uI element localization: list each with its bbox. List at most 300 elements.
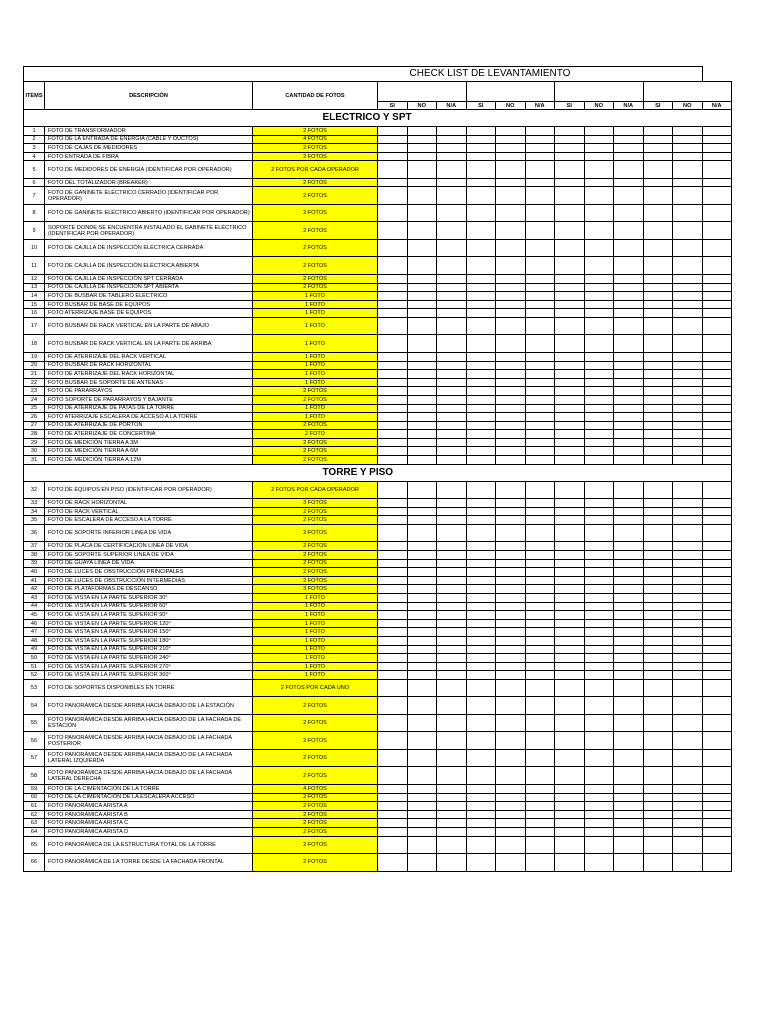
check-na-cell[interactable] xyxy=(702,654,732,663)
check-na-cell[interactable] xyxy=(614,810,644,819)
check-no-cell[interactable] xyxy=(673,239,703,257)
check-no-cell[interactable] xyxy=(584,438,614,447)
check-no-cell[interactable] xyxy=(407,619,437,628)
check-no-cell[interactable] xyxy=(673,430,703,439)
check-no-cell[interactable] xyxy=(496,438,526,447)
check-si-cell[interactable] xyxy=(643,810,673,819)
check-no-cell[interactable] xyxy=(673,854,703,872)
check-si-cell[interactable] xyxy=(555,819,585,828)
check-si-cell[interactable] xyxy=(555,611,585,620)
check-no-cell[interactable] xyxy=(673,187,703,205)
check-na-cell[interactable] xyxy=(702,274,732,283)
check-na-cell[interactable] xyxy=(702,499,732,508)
check-na-cell[interactable] xyxy=(525,335,555,353)
check-si-cell[interactable] xyxy=(378,654,408,663)
check-si-cell[interactable] xyxy=(555,456,585,465)
check-na-cell[interactable] xyxy=(525,654,555,663)
check-no-cell[interactable] xyxy=(673,283,703,292)
check-no-cell[interactable] xyxy=(673,602,703,611)
check-si-cell[interactable] xyxy=(466,378,496,387)
check-si-cell[interactable] xyxy=(643,335,673,353)
check-no-cell[interactable] xyxy=(673,619,703,628)
check-no-cell[interactable] xyxy=(584,654,614,663)
check-si-cell[interactable] xyxy=(643,671,673,680)
check-na-cell[interactable] xyxy=(525,767,555,785)
check-si-cell[interactable] xyxy=(555,222,585,240)
check-na-cell[interactable] xyxy=(525,854,555,872)
check-na-cell[interactable] xyxy=(702,714,732,732)
check-si-cell[interactable] xyxy=(378,559,408,568)
check-na-cell[interactable] xyxy=(437,292,467,301)
check-no-cell[interactable] xyxy=(496,679,526,697)
check-na-cell[interactable] xyxy=(525,309,555,318)
check-si-cell[interactable] xyxy=(378,827,408,836)
check-na-cell[interactable] xyxy=(702,551,732,560)
check-na-cell[interactable] xyxy=(614,551,644,560)
check-si-cell[interactable] xyxy=(555,239,585,257)
check-no-cell[interactable] xyxy=(584,516,614,525)
check-no-cell[interactable] xyxy=(407,714,437,732)
check-na-cell[interactable] xyxy=(702,361,732,370)
check-si-cell[interactable] xyxy=(555,628,585,637)
check-si-cell[interactable] xyxy=(466,283,496,292)
check-no-cell[interactable] xyxy=(407,161,437,179)
check-no-cell[interactable] xyxy=(584,152,614,161)
check-si-cell[interactable] xyxy=(378,810,408,819)
check-no-cell[interactable] xyxy=(407,679,437,697)
check-na-cell[interactable] xyxy=(525,292,555,301)
check-no-cell[interactable] xyxy=(584,662,614,671)
check-na-cell[interactable] xyxy=(437,283,467,292)
check-si-cell[interactable] xyxy=(555,619,585,628)
check-na-cell[interactable] xyxy=(437,144,467,153)
check-no-cell[interactable] xyxy=(407,594,437,603)
check-si-cell[interactable] xyxy=(466,645,496,654)
check-no-cell[interactable] xyxy=(496,602,526,611)
check-si-cell[interactable] xyxy=(643,619,673,628)
check-na-cell[interactable] xyxy=(525,257,555,275)
check-si-cell[interactable] xyxy=(643,551,673,560)
check-na-cell[interactable] xyxy=(614,619,644,628)
check-si-cell[interactable] xyxy=(555,551,585,560)
check-no-cell[interactable] xyxy=(584,602,614,611)
check-no-cell[interactable] xyxy=(496,568,526,577)
check-si-cell[interactable] xyxy=(555,178,585,187)
check-no-cell[interactable] xyxy=(407,404,437,413)
check-no-cell[interactable] xyxy=(496,178,526,187)
check-no-cell[interactable] xyxy=(584,370,614,379)
check-na-cell[interactable] xyxy=(525,585,555,594)
check-si-cell[interactable] xyxy=(466,309,496,318)
check-si-cell[interactable] xyxy=(466,576,496,585)
check-no-cell[interactable] xyxy=(407,559,437,568)
check-na-cell[interactable] xyxy=(437,161,467,179)
check-no-cell[interactable] xyxy=(407,784,437,793)
check-no-cell[interactable] xyxy=(673,135,703,144)
check-no-cell[interactable] xyxy=(496,662,526,671)
check-si-cell[interactable] xyxy=(466,204,496,222)
check-si-cell[interactable] xyxy=(555,662,585,671)
check-na-cell[interactable] xyxy=(614,352,644,361)
check-no-cell[interactable] xyxy=(407,144,437,153)
check-si-cell[interactable] xyxy=(378,819,408,828)
check-si-cell[interactable] xyxy=(466,827,496,836)
check-si-cell[interactable] xyxy=(643,204,673,222)
check-si-cell[interactable] xyxy=(643,767,673,785)
check-no-cell[interactable] xyxy=(673,127,703,136)
check-na-cell[interactable] xyxy=(702,239,732,257)
check-na-cell[interactable] xyxy=(525,697,555,715)
check-si-cell[interactable] xyxy=(466,361,496,370)
check-si-cell[interactable] xyxy=(466,714,496,732)
check-na-cell[interactable] xyxy=(437,413,467,422)
check-no-cell[interactable] xyxy=(673,352,703,361)
check-no-cell[interactable] xyxy=(407,317,437,335)
check-no-cell[interactable] xyxy=(673,309,703,318)
check-na-cell[interactable] xyxy=(525,395,555,404)
check-na-cell[interactable] xyxy=(614,819,644,828)
check-si-cell[interactable] xyxy=(643,507,673,516)
check-si-cell[interactable] xyxy=(466,542,496,551)
check-si-cell[interactable] xyxy=(643,714,673,732)
check-no-cell[interactable] xyxy=(584,430,614,439)
check-na-cell[interactable] xyxy=(702,352,732,361)
check-si-cell[interactable] xyxy=(643,222,673,240)
check-no-cell[interactable] xyxy=(496,135,526,144)
check-na-cell[interactable] xyxy=(525,222,555,240)
check-si-cell[interactable] xyxy=(555,594,585,603)
check-si-cell[interactable] xyxy=(643,524,673,542)
check-no-cell[interactable] xyxy=(496,576,526,585)
check-na-cell[interactable] xyxy=(525,619,555,628)
check-na-cell[interactable] xyxy=(702,619,732,628)
check-si-cell[interactable] xyxy=(555,317,585,335)
check-si-cell[interactable] xyxy=(643,542,673,551)
check-no-cell[interactable] xyxy=(673,628,703,637)
check-si-cell[interactable] xyxy=(555,274,585,283)
check-na-cell[interactable] xyxy=(614,161,644,179)
check-si-cell[interactable] xyxy=(378,352,408,361)
check-no-cell[interactable] xyxy=(407,636,437,645)
check-na-cell[interactable] xyxy=(614,654,644,663)
check-si-cell[interactable] xyxy=(378,430,408,439)
check-no-cell[interactable] xyxy=(496,335,526,353)
check-si-cell[interactable] xyxy=(378,438,408,447)
check-si-cell[interactable] xyxy=(643,309,673,318)
check-no-cell[interactable] xyxy=(673,732,703,750)
check-na-cell[interactable] xyxy=(702,662,732,671)
check-na-cell[interactable] xyxy=(437,671,467,680)
check-na-cell[interactable] xyxy=(614,481,644,499)
check-si-cell[interactable] xyxy=(378,836,408,854)
check-si-cell[interactable] xyxy=(643,413,673,422)
check-na-cell[interactable] xyxy=(702,161,732,179)
check-na-cell[interactable] xyxy=(437,239,467,257)
check-na-cell[interactable] xyxy=(614,274,644,283)
check-si-cell[interactable] xyxy=(466,239,496,257)
check-si-cell[interactable] xyxy=(378,645,408,654)
check-na-cell[interactable] xyxy=(437,178,467,187)
check-si-cell[interactable] xyxy=(555,395,585,404)
check-no-cell[interactable] xyxy=(673,784,703,793)
check-na-cell[interactable] xyxy=(702,628,732,637)
check-si-cell[interactable] xyxy=(466,732,496,750)
check-si-cell[interactable] xyxy=(643,819,673,828)
check-si-cell[interactable] xyxy=(555,645,585,654)
check-no-cell[interactable] xyxy=(673,317,703,335)
check-no-cell[interactable] xyxy=(496,671,526,680)
check-no-cell[interactable] xyxy=(584,585,614,594)
check-no-cell[interactable] xyxy=(496,524,526,542)
check-si-cell[interactable] xyxy=(378,309,408,318)
check-si-cell[interactable] xyxy=(466,257,496,275)
check-si-cell[interactable] xyxy=(378,611,408,620)
check-si-cell[interactable] xyxy=(555,697,585,715)
check-no-cell[interactable] xyxy=(496,292,526,301)
check-no-cell[interactable] xyxy=(673,671,703,680)
check-no-cell[interactable] xyxy=(496,430,526,439)
check-na-cell[interactable] xyxy=(437,784,467,793)
check-no-cell[interactable] xyxy=(673,714,703,732)
check-si-cell[interactable] xyxy=(555,767,585,785)
check-na-cell[interactable] xyxy=(437,585,467,594)
check-na-cell[interactable] xyxy=(525,810,555,819)
check-si-cell[interactable] xyxy=(555,361,585,370)
check-na-cell[interactable] xyxy=(437,576,467,585)
check-na-cell[interactable] xyxy=(614,378,644,387)
check-no-cell[interactable] xyxy=(407,836,437,854)
check-si-cell[interactable] xyxy=(555,732,585,750)
check-si-cell[interactable] xyxy=(466,585,496,594)
check-na-cell[interactable] xyxy=(702,387,732,396)
check-si-cell[interactable] xyxy=(378,283,408,292)
check-no-cell[interactable] xyxy=(496,854,526,872)
check-si-cell[interactable] xyxy=(643,481,673,499)
check-na-cell[interactable] xyxy=(525,283,555,292)
check-si-cell[interactable] xyxy=(378,378,408,387)
check-no-cell[interactable] xyxy=(496,585,526,594)
check-no-cell[interactable] xyxy=(407,352,437,361)
check-na-cell[interactable] xyxy=(437,438,467,447)
check-na-cell[interactable] xyxy=(525,662,555,671)
check-no-cell[interactable] xyxy=(673,378,703,387)
check-na-cell[interactable] xyxy=(525,827,555,836)
check-no-cell[interactable] xyxy=(584,524,614,542)
check-si-cell[interactable] xyxy=(643,611,673,620)
check-na-cell[interactable] xyxy=(525,645,555,654)
check-no-cell[interactable] xyxy=(407,292,437,301)
check-si-cell[interactable] xyxy=(466,749,496,767)
check-si-cell[interactable] xyxy=(466,135,496,144)
check-na-cell[interactable] xyxy=(614,732,644,750)
check-no-cell[interactable] xyxy=(496,836,526,854)
check-si-cell[interactable] xyxy=(555,447,585,456)
check-si-cell[interactable] xyxy=(466,499,496,508)
check-no-cell[interactable] xyxy=(584,135,614,144)
check-si-cell[interactable] xyxy=(555,836,585,854)
check-no-cell[interactable] xyxy=(584,628,614,637)
check-na-cell[interactable] xyxy=(614,309,644,318)
check-na-cell[interactable] xyxy=(525,568,555,577)
check-na-cell[interactable] xyxy=(702,222,732,240)
check-no-cell[interactable] xyxy=(407,810,437,819)
check-si-cell[interactable] xyxy=(643,239,673,257)
check-si-cell[interactable] xyxy=(466,836,496,854)
check-na-cell[interactable] xyxy=(437,645,467,654)
check-na-cell[interactable] xyxy=(437,827,467,836)
check-si-cell[interactable] xyxy=(643,395,673,404)
check-na-cell[interactable] xyxy=(437,594,467,603)
check-na-cell[interactable] xyxy=(614,679,644,697)
check-no-cell[interactable] xyxy=(496,309,526,318)
check-no-cell[interactable] xyxy=(407,524,437,542)
check-na-cell[interactable] xyxy=(614,802,644,811)
check-no-cell[interactable] xyxy=(673,749,703,767)
check-na-cell[interactable] xyxy=(525,784,555,793)
check-no-cell[interactable] xyxy=(407,152,437,161)
check-na-cell[interactable] xyxy=(614,568,644,577)
check-na-cell[interactable] xyxy=(525,274,555,283)
check-si-cell[interactable] xyxy=(555,430,585,439)
check-no-cell[interactable] xyxy=(496,499,526,508)
check-na-cell[interactable] xyxy=(525,611,555,620)
check-no-cell[interactable] xyxy=(673,516,703,525)
check-si-cell[interactable] xyxy=(378,204,408,222)
check-no-cell[interactable] xyxy=(496,749,526,767)
check-no-cell[interactable] xyxy=(407,187,437,205)
check-si-cell[interactable] xyxy=(378,499,408,508)
check-no-cell[interactable] xyxy=(407,507,437,516)
check-si-cell[interactable] xyxy=(466,274,496,283)
check-si-cell[interactable] xyxy=(643,144,673,153)
check-si-cell[interactable] xyxy=(378,421,408,430)
check-no-cell[interactable] xyxy=(407,628,437,637)
check-na-cell[interactable] xyxy=(702,732,732,750)
check-no-cell[interactable] xyxy=(407,135,437,144)
check-no-cell[interactable] xyxy=(584,144,614,153)
check-si-cell[interactable] xyxy=(466,352,496,361)
check-si-cell[interactable] xyxy=(378,361,408,370)
check-na-cell[interactable] xyxy=(614,611,644,620)
check-si-cell[interactable] xyxy=(378,395,408,404)
check-na-cell[interactable] xyxy=(614,144,644,153)
check-si-cell[interactable] xyxy=(643,602,673,611)
check-na-cell[interactable] xyxy=(525,387,555,396)
check-no-cell[interactable] xyxy=(584,257,614,275)
check-no-cell[interactable] xyxy=(584,481,614,499)
check-si-cell[interactable] xyxy=(378,413,408,422)
check-no-cell[interactable] xyxy=(496,732,526,750)
check-na-cell[interactable] xyxy=(614,636,644,645)
check-si-cell[interactable] xyxy=(466,292,496,301)
check-no-cell[interactable] xyxy=(584,387,614,396)
check-no-cell[interactable] xyxy=(673,559,703,568)
check-si-cell[interactable] xyxy=(555,421,585,430)
check-no-cell[interactable] xyxy=(584,395,614,404)
check-si-cell[interactable] xyxy=(466,387,496,396)
check-no-cell[interactable] xyxy=(584,802,614,811)
check-no-cell[interactable] xyxy=(584,714,614,732)
check-no-cell[interactable] xyxy=(673,447,703,456)
check-si-cell[interactable] xyxy=(378,679,408,697)
check-si-cell[interactable] xyxy=(555,585,585,594)
check-na-cell[interactable] xyxy=(525,802,555,811)
check-si-cell[interactable] xyxy=(555,335,585,353)
check-na-cell[interactable] xyxy=(437,602,467,611)
check-na-cell[interactable] xyxy=(437,430,467,439)
check-na-cell[interactable] xyxy=(702,447,732,456)
check-na-cell[interactable] xyxy=(702,292,732,301)
check-na-cell[interactable] xyxy=(437,404,467,413)
check-no-cell[interactable] xyxy=(496,654,526,663)
check-no-cell[interactable] xyxy=(584,421,614,430)
check-no-cell[interactable] xyxy=(673,645,703,654)
check-no-cell[interactable] xyxy=(496,481,526,499)
check-na-cell[interactable] xyxy=(702,576,732,585)
check-si-cell[interactable] xyxy=(555,187,585,205)
check-si-cell[interactable] xyxy=(555,161,585,179)
check-na-cell[interactable] xyxy=(702,335,732,353)
check-na-cell[interactable] xyxy=(437,361,467,370)
check-no-cell[interactable] xyxy=(407,819,437,828)
check-si-cell[interactable] xyxy=(466,619,496,628)
check-na-cell[interactable] xyxy=(525,793,555,802)
check-no-cell[interactable] xyxy=(673,370,703,379)
check-si-cell[interactable] xyxy=(466,317,496,335)
check-si-cell[interactable] xyxy=(466,662,496,671)
check-si-cell[interactable] xyxy=(466,438,496,447)
check-no-cell[interactable] xyxy=(673,178,703,187)
check-si-cell[interactable] xyxy=(643,292,673,301)
check-na-cell[interactable] xyxy=(702,135,732,144)
check-na-cell[interactable] xyxy=(525,187,555,205)
check-si-cell[interactable] xyxy=(555,352,585,361)
check-si-cell[interactable] xyxy=(555,784,585,793)
check-na-cell[interactable] xyxy=(702,378,732,387)
check-no-cell[interactable] xyxy=(496,413,526,422)
check-si-cell[interactable] xyxy=(643,802,673,811)
check-no-cell[interactable] xyxy=(407,645,437,654)
check-no-cell[interactable] xyxy=(584,611,614,620)
check-no-cell[interactable] xyxy=(496,187,526,205)
check-no-cell[interactable] xyxy=(496,152,526,161)
check-no-cell[interactable] xyxy=(407,654,437,663)
check-si-cell[interactable] xyxy=(378,542,408,551)
check-si-cell[interactable] xyxy=(466,430,496,439)
check-si-cell[interactable] xyxy=(378,585,408,594)
check-no-cell[interactable] xyxy=(496,516,526,525)
check-si-cell[interactable] xyxy=(378,697,408,715)
check-si-cell[interactable] xyxy=(643,854,673,872)
check-no-cell[interactable] xyxy=(496,827,526,836)
check-si-cell[interactable] xyxy=(466,784,496,793)
check-si-cell[interactable] xyxy=(643,679,673,697)
check-si-cell[interactable] xyxy=(643,317,673,335)
check-no-cell[interactable] xyxy=(407,542,437,551)
check-no-cell[interactable] xyxy=(584,542,614,551)
check-na-cell[interactable] xyxy=(614,628,644,637)
check-si-cell[interactable] xyxy=(555,127,585,136)
check-si-cell[interactable] xyxy=(378,292,408,301)
check-si-cell[interactable] xyxy=(466,404,496,413)
check-si-cell[interactable] xyxy=(378,135,408,144)
check-si-cell[interactable] xyxy=(643,421,673,430)
check-na-cell[interactable] xyxy=(437,152,467,161)
check-no-cell[interactable] xyxy=(496,645,526,654)
check-no-cell[interactable] xyxy=(407,827,437,836)
check-no-cell[interactable] xyxy=(584,836,614,854)
check-si-cell[interactable] xyxy=(643,499,673,508)
